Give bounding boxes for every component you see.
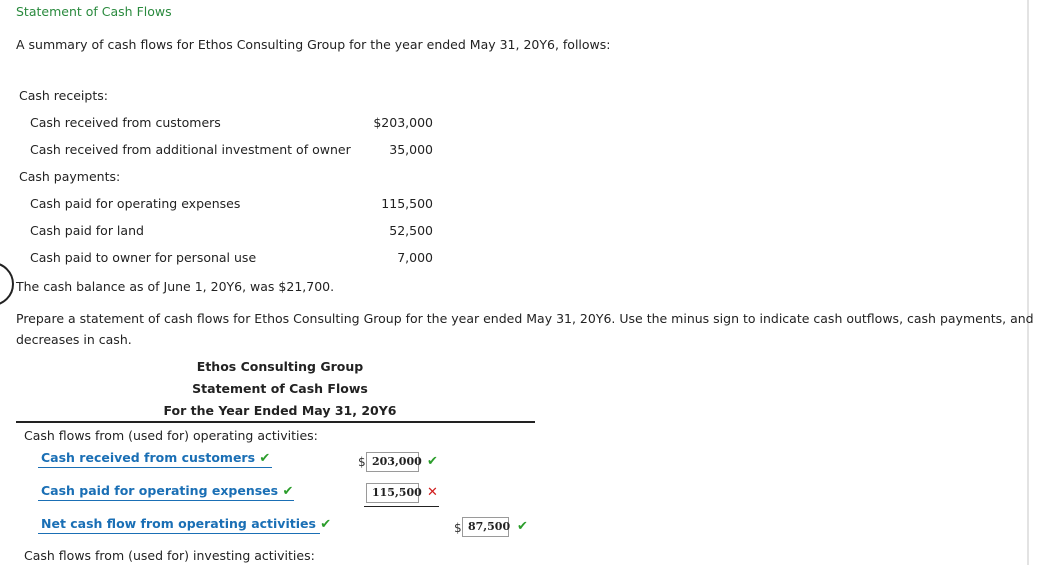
intro-text: A summary of cash flows for Ethos Consulting Group for the year ended May 31, 20Y6, follows: xyxy=(16,37,611,52)
payment-label: Cash paid for land xyxy=(30,223,144,238)
statement-name: Statement of Cash Flows xyxy=(192,381,368,396)
statement-period: For the Year Ended May 31, 20Y6 xyxy=(163,403,397,418)
operating-header: Cash flows from (used for) operating activities: xyxy=(24,428,318,443)
amount-input[interactable]: 115,500 xyxy=(366,483,419,503)
row-label-text: Cash paid for operating expenses xyxy=(41,483,279,498)
instructions-line-1: Prepare a statement of cash flows for Ethos Consulting Group for the year ended May 31, 20Y6. Use the minus sign to indicate cash outflows, cash payments, and xyxy=(16,311,1034,326)
receipt-amount: 35,000 xyxy=(389,142,433,157)
investing-header: Cash flows from (used for) investing activities: xyxy=(24,548,315,563)
check-icon: ✔ xyxy=(282,484,294,499)
receipt-label: Cash received from additional investment of owner xyxy=(30,142,351,157)
check-icon: ✔ xyxy=(427,454,438,469)
instructions-line-2: decreases in cash. xyxy=(16,332,132,347)
row-label-underline xyxy=(38,533,320,534)
page-title: Statement of Cash Flows xyxy=(16,4,172,19)
payments-header: Cash payments: xyxy=(19,169,121,184)
row-label-underline xyxy=(38,467,272,468)
receipt-label: Cash received from customers xyxy=(30,115,221,130)
payment-amount: 115,500 xyxy=(381,196,433,211)
payment-label: Cash paid to owner for personal use xyxy=(30,250,257,265)
row-label-underline xyxy=(38,500,294,501)
receipts-header: Cash receipts: xyxy=(19,88,108,103)
currency-symbol: $ xyxy=(358,455,366,469)
cross-icon: ✕ xyxy=(427,485,438,500)
amount-input[interactable]: 87,500 xyxy=(462,517,509,537)
row-label-text: Net cash flow from operating activities xyxy=(41,516,316,531)
amount-input[interactable]: 203,000 xyxy=(366,452,419,472)
currency-symbol: $ xyxy=(454,521,462,535)
payment-amount: 52,500 xyxy=(389,223,433,238)
payment-amount: 7,000 xyxy=(397,250,433,265)
statement-company: Ethos Consulting Group xyxy=(196,359,364,374)
receipt-amount: $203,000 xyxy=(373,115,433,130)
check-icon: ✔ xyxy=(320,517,332,532)
row-label-text: Cash received from customers xyxy=(41,450,256,465)
row-label-select[interactable] xyxy=(41,516,331,532)
row-label-select[interactable] xyxy=(41,483,293,499)
balance-note: The cash balance as of June 1, 20Y6, was $21,700. xyxy=(16,279,335,294)
check-icon: ✔ xyxy=(517,519,528,534)
statement-divider xyxy=(16,421,535,423)
check-icon: ✔ xyxy=(259,451,271,466)
payment-label: Cash paid for operating expenses xyxy=(30,196,241,211)
row-label-select[interactable] xyxy=(41,450,270,466)
subtotal-underline xyxy=(364,506,439,507)
right-edge-rule xyxy=(1027,0,1029,565)
partial-circle-decoration xyxy=(0,262,14,306)
